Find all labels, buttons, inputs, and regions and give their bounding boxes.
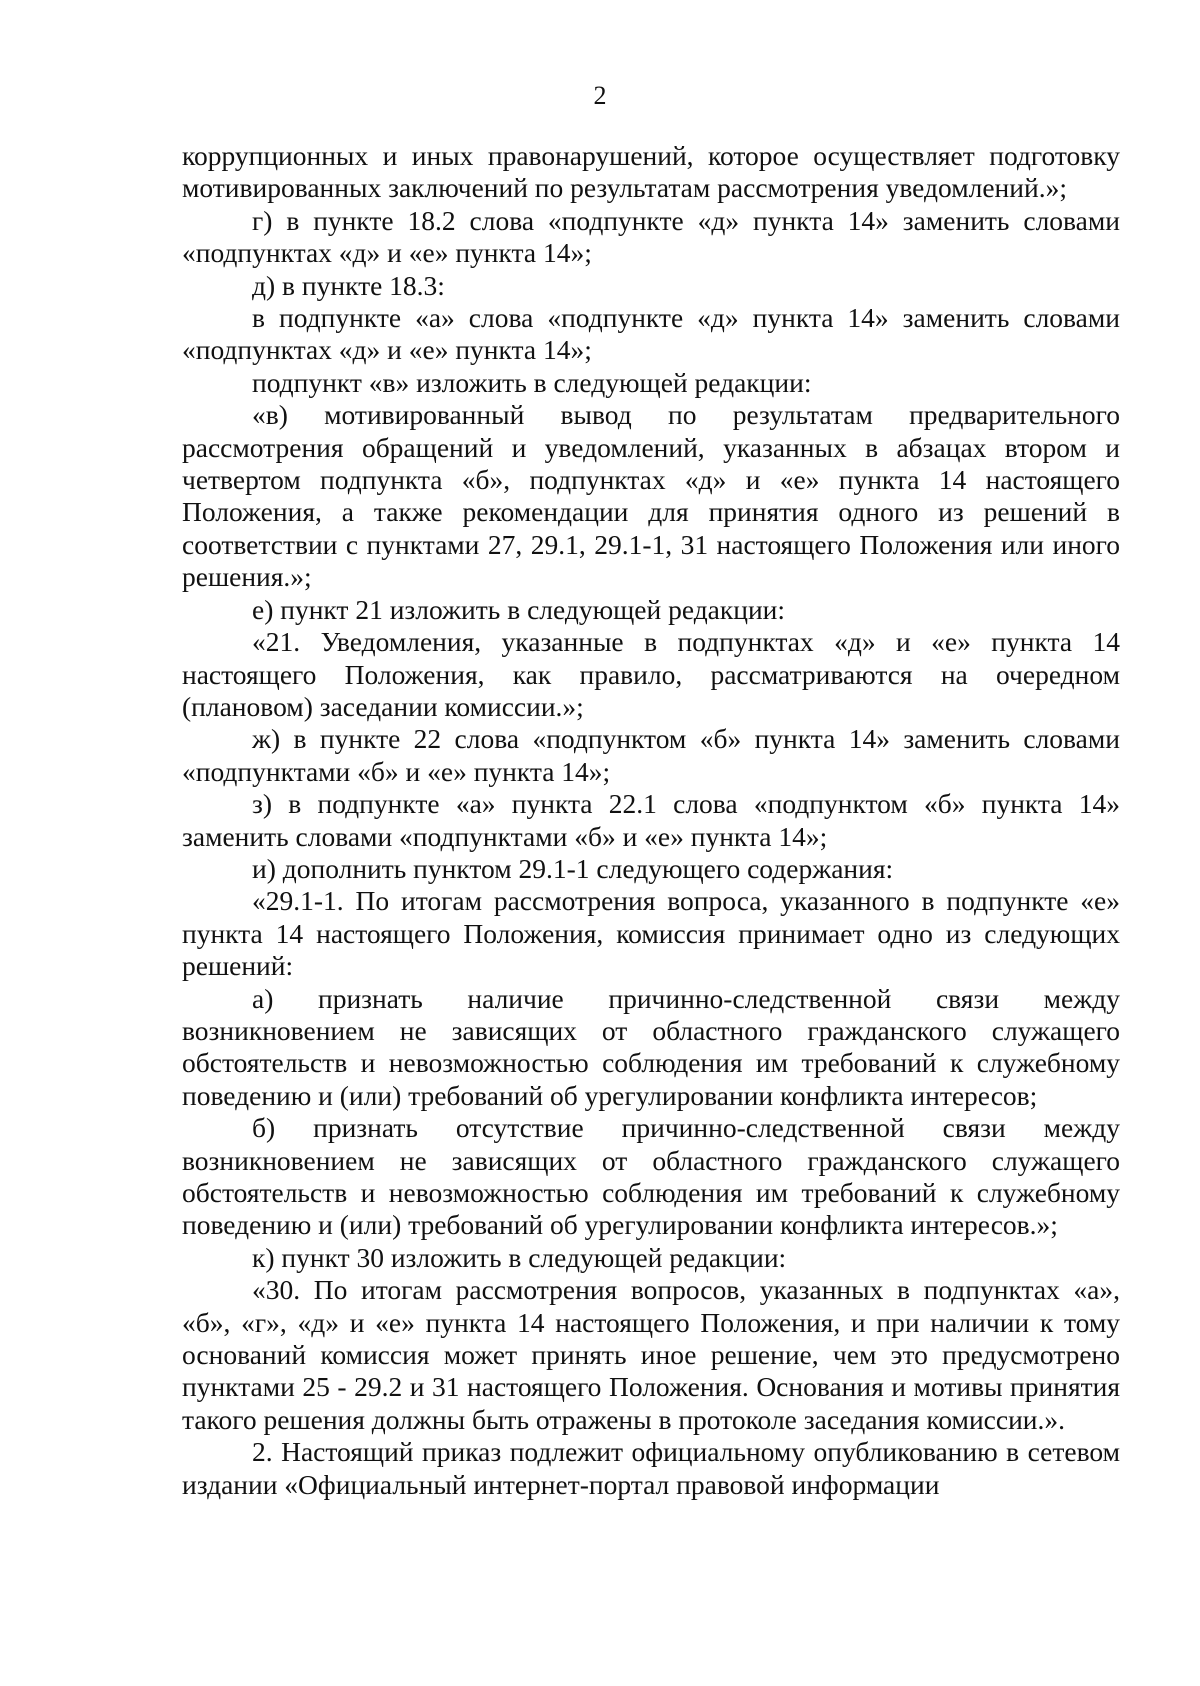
paragraph-section-2: 2. Настоящий приказ подлежит официальному опубликованию в сетевом издании «Официальный интернет-портал правовой информации bbox=[182, 1436, 1120, 1500]
page-number: 2 bbox=[593, 81, 607, 110]
paragraph-item-z: з) в подпункте «а» пункта 22.1 слова «подпунктом «б» пункта 14» заменить словами «подпунктами «б» и «е» пункта 14»; bbox=[182, 788, 1120, 852]
paragraph-decision-b: б) признать отсутствие причинно-следственной связи между возникновением не зависящих от областного гражданского служащего обстоятельств и невозможностью соблюдения им требований к служебному поведению и (или) требований об урегулировании конфликта интересов.»; bbox=[182, 1112, 1120, 1241]
paragraph-subitem-a: в подпункте «а» слова «подпункте «д» пункта 14» заменить словами «подпунктах «д» и «е» пункта 14»; bbox=[182, 302, 1120, 366]
paragraph-subitem-v-text: «в) мотивированный вывод по результатам предварительного рассмотрения обращений и уведомлений, указанных в абзацах втором и четвертом подпункта «б», подпунктах «д» и «е» пункта 14 настоящего Положения, а также рекомендации для принятия одного из решений в соответствии с пунктами 27, 29.1, 29.1-1, 31 настоящего Положения или иного решения.»; bbox=[182, 399, 1120, 593]
paragraph-decision-a: а) признать наличие причинно-следственной связи между возникновением не зависящих от областного гражданского служащего обстоятельств и невозможностью соблюдения им требований к служебному поведению и (или) требований об урегулировании конфликта интересов; bbox=[182, 982, 1120, 1111]
paragraph-point-21: «21. Уведомления, указанные в подпунктах «д» и «е» пункта 14 настоящего Положения, как правило, рассматриваются на очередном (плановом) заседании комиссии.»; bbox=[182, 626, 1120, 722]
paragraph-continuation: коррупционных и иных правонарушений, которое осуществляет подготовку мотивированных заключений по результатам рассмотрения уведомлений.»; bbox=[182, 140, 1120, 204]
paragraph-point-30: «30. По итогам рассмотрения вопросов, указанных в подпунктах «а», «б», «г», «д» и «е» пункта 14 настоящего Положения, и при наличии к тому оснований комиссия может принять иное решение, чем это предусмотрено пунктами 25 - 29.2 и 31 настоящего Положения. Основания и мотивы принятия такого решения должны быть отражены в протоколе заседания комиссии.». bbox=[182, 1274, 1120, 1435]
paragraph-item-k: к) пункт 30 изложить в следующей редакции: bbox=[252, 1241, 787, 1273]
paragraph-item-zh: ж) в пункте 22 слова «подпунктом «б» пункта 14» заменить словами «подпунктами «б» и «е» пункта 14»; bbox=[182, 723, 1120, 787]
paragraph-item-e: е) пункт 21 изложить в следующей редакции: bbox=[252, 593, 786, 625]
paragraph-item-d: д) в пункте 18.3: bbox=[252, 269, 445, 301]
paragraph-point-29-1-1: «29.1-1. По итогам рассмотрения вопроса, указанного в подпункте «е» пункта 14 настоящего Положения, комиссия принимает одно из следующих решений: bbox=[182, 885, 1120, 982]
paragraph-item-i: и) дополнить пунктом 29.1-1 следующего содержания: bbox=[252, 852, 894, 884]
document-body bbox=[182, 140, 1120, 1501]
paragraph-item-g: г) в пункте 18.2 слова «подпункте «д» пункта 14» заменить словами «подпунктах «д» и «е» пункта 14»; bbox=[182, 204, 1120, 269]
paragraph-subitem-v-intro: подпункт «в» изложить в следующей редакции: bbox=[252, 366, 812, 398]
